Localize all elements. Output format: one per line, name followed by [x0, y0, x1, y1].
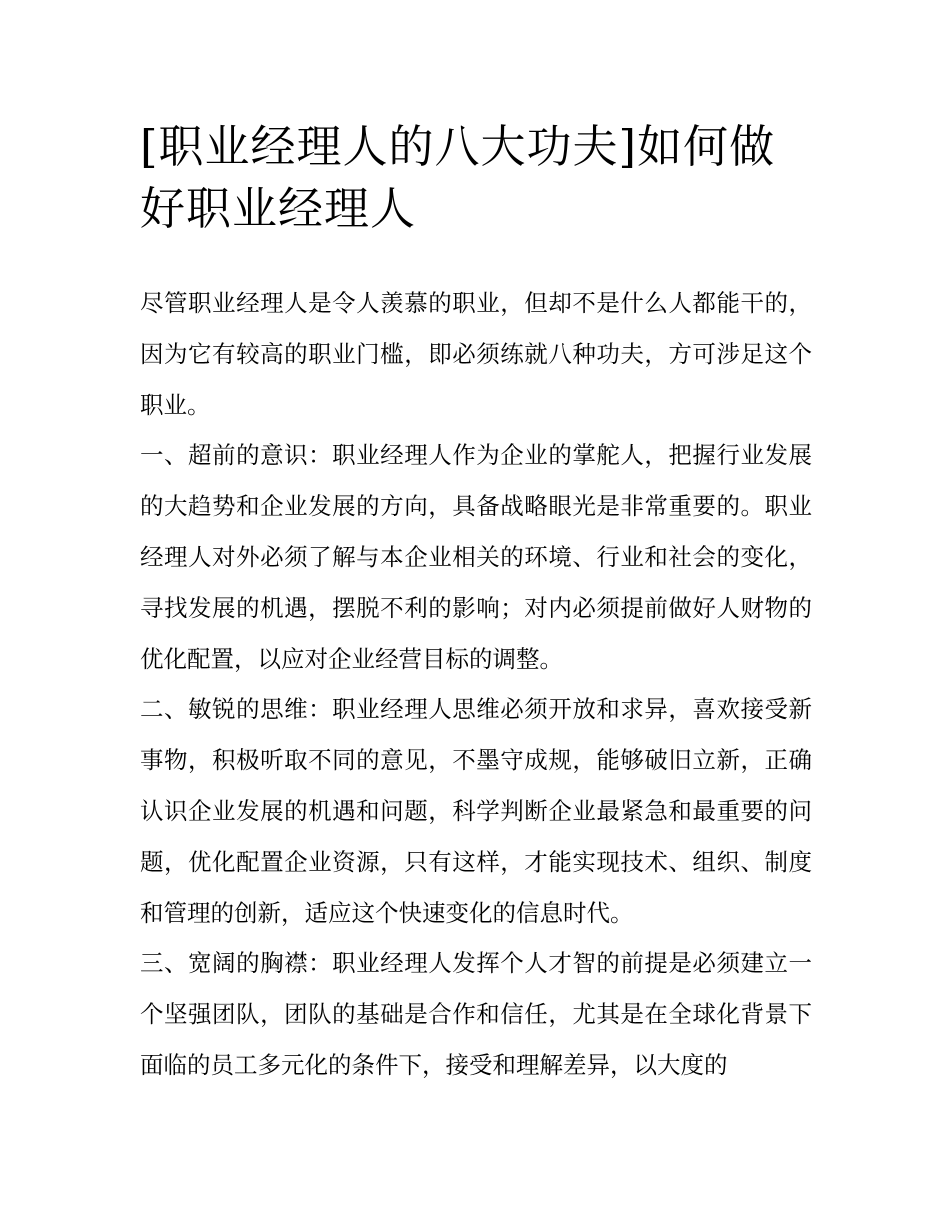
paragraph-section-3: 三、宽阔的胸襟：职业经理人发挥个人才智的前提是必须建立一个坚强团队，团队的基础是合作和信任，尤其是在全球化背景下面临的员工多元化的条件下，接受和理解差异，以大度的: [140, 949, 812, 1079]
paragraph-intro: 尽管职业经理人是令人羡慕的职业，但却不是什么人都能干的，因为它有较高的职业门槛，即必须练就八种功夫，方可涉足这个职业。: [140, 289, 812, 419]
document-title: [职业经理人的八大功夫]如何做好职业经理人: [140, 120, 776, 235]
document-body: [140, 278, 812, 1091]
paragraph-section-2: 二、敏锐的思维：职业经理人思维必须开放和求异，喜欢接受新事物，积极听取不同的意见，不墨守成规，能够破旧立新，正确认识企业发展的机遇和问题，科学判断企业最紧急和最重要的问题，优化配置企业资源，只有这样，才能实现技术、组织、制度和管理的创新，适应这个快速变化的信息时代。: [140, 695, 812, 927]
paragraph-section-1: 一、超前的意识：职业经理人作为企业的掌舵人，把握行业发展的大趋势和企业发展的方向，具备战略眼光是非常重要的。职业经理人对外必须了解与本企业相关的环境、行业和社会的变化，寻找发展的机遇，摆脱不利的影响；对内必须提前做好人财物的优化配置，以应对企业经营目标的调整。: [140, 441, 812, 673]
